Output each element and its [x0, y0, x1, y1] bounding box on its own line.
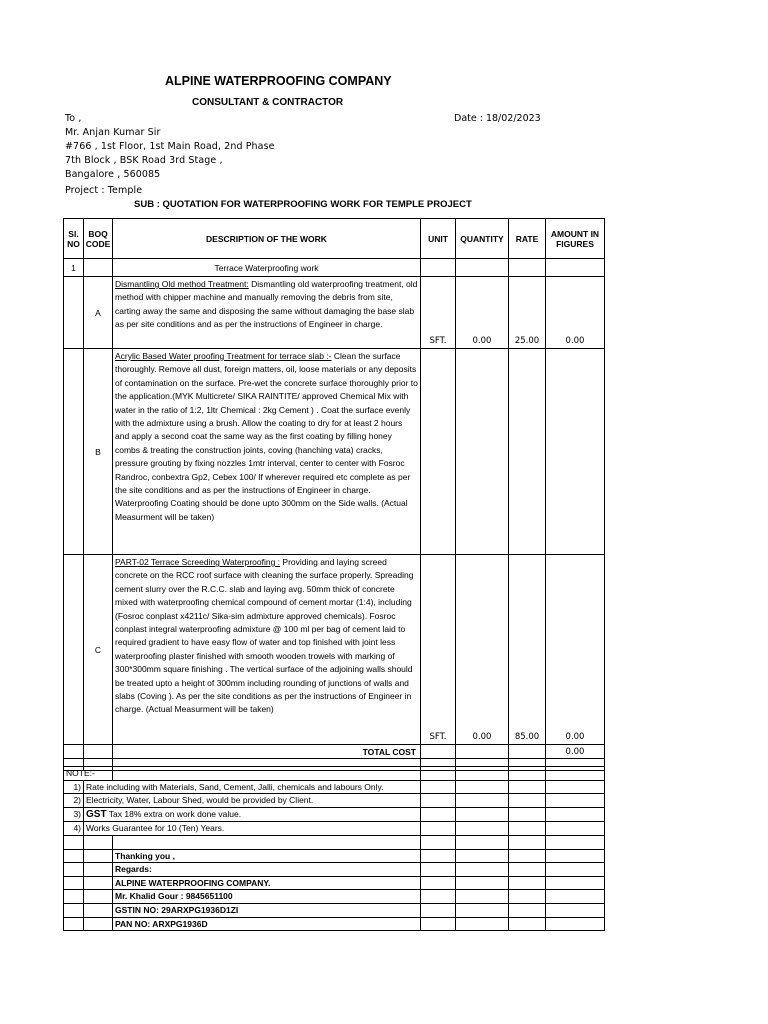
empty-cell: [509, 794, 546, 808]
empty-cell: [456, 780, 509, 794]
empty-cell: [421, 835, 456, 849]
empty-cell: [509, 903, 546, 917]
empty-cell: [546, 259, 605, 277]
notes-title: NOTE:-: [64, 767, 113, 781]
empty-cell: [421, 822, 456, 836]
empty-cell: [546, 822, 605, 836]
note-number: 1): [64, 780, 84, 794]
empty-cell: [84, 903, 113, 917]
item-heading: Acrylic Based Water proofing Treatment for terrace slab :-: [115, 351, 332, 361]
empty-cell: [546, 767, 605, 781]
section-sl-no: 1: [64, 259, 84, 277]
item-code: B: [84, 349, 113, 555]
empty-cell: [546, 349, 605, 555]
empty-cell: [509, 822, 546, 836]
empty-cell: [509, 767, 546, 781]
item-quantity: 0.00: [456, 277, 509, 349]
empty-cell: [456, 767, 509, 781]
empty-cell: [421, 349, 456, 555]
quotation-date: Date : 18/02/2023: [454, 113, 541, 124]
item-text: Providing and laying screed concrete on the RCC roof surface with cleaning the surface properly. Spreading cement slurry over the R.C.C. slab and laying avg. 50mm thick of concrete mixed with waterproofing chemical compound of cement mortar (1:4), including (Fosroc conplast x4211c/ Sika-sim admixture approved chemicals). Fosroc conplast integral waterproofing admixture @ 100 ml per bag of cement laid to required gradient to have easy flow of water and top finished with joint less waterproofing plaster finished with smooth wooden trowels with marking of 300*300mm square finishing . The vertical surface of the adjoining walls should be treated upto a height of 300mm including rounding of junctions of walls and slabs (Coving ). As per the site conditions as per the instructions of Engineer in charge. (Actual Measurment will be taken): [115, 557, 414, 715]
signoff-thanks: Thanking you ,: [113, 849, 421, 863]
empty-cell: [456, 917, 509, 931]
empty-cell: [64, 555, 84, 745]
empty-cell: [509, 876, 546, 890]
signoff-pan: PAN NO: ARXPG1936D: [113, 917, 421, 931]
empty-cell: [421, 876, 456, 890]
empty-cell: [456, 822, 509, 836]
signoff-contact: Mr. Khalid Gour : 9845651100: [113, 890, 421, 904]
empty-cell: [113, 767, 421, 781]
item-rate: 25.00: [509, 277, 546, 349]
empty-cell: [509, 349, 546, 555]
empty-cell: [421, 745, 456, 759]
item-unit: SFT.: [421, 555, 456, 745]
empty-cell: [509, 259, 546, 277]
empty-cell: [421, 794, 456, 808]
empty-cell: [546, 890, 605, 904]
note-text: Works Guarantee for 10 (Ten) Years.: [84, 822, 421, 836]
empty-cell: [64, 876, 84, 890]
empty-cell: [456, 745, 509, 759]
note-text: [84, 807, 421, 822]
total-cost-amount: 0.00: [546, 745, 605, 759]
header-amount: AMOUNT IN FIGURES: [546, 219, 605, 259]
empty-cell: [421, 259, 456, 277]
empty-cell: [546, 807, 605, 822]
empty-cell: [509, 917, 546, 931]
empty-cell: [64, 835, 84, 849]
gst-note-text: Tax 18% extra on work done value.: [106, 808, 242, 819]
empty-cell: [421, 863, 456, 877]
to-label: To ,: [65, 113, 82, 124]
item-code: C: [84, 555, 113, 745]
empty-cell: [84, 876, 113, 890]
empty-cell: [509, 863, 546, 877]
item-amount: 0.00: [546, 277, 605, 349]
empty-cell: [546, 849, 605, 863]
empty-cell: [64, 277, 84, 349]
empty-cell: [456, 349, 509, 555]
signoff-gstin: GSTIN NO: 29ARXPG1936D1ZI: [113, 903, 421, 917]
empty-cell: [64, 903, 84, 917]
item-heading: Dismantling Old method Treatment:: [115, 279, 249, 289]
note-number: 3): [64, 807, 84, 822]
company-name: ALPINE WATERPROOFING COMPANY: [165, 74, 392, 88]
empty-cell: [456, 849, 509, 863]
item-description: [113, 349, 421, 555]
header-description: DESCRIPTION OF THE WORK: [113, 219, 421, 259]
empty-cell: [421, 903, 456, 917]
empty-cell: [546, 876, 605, 890]
item-amount: 0.00: [546, 555, 605, 745]
signoff-company: ALPINE WATERPROOFING COMPANY.: [113, 876, 421, 890]
empty-cell: [546, 863, 605, 877]
empty-cell: [509, 745, 546, 759]
empty-cell: [456, 794, 509, 808]
project-label: Project : Temple: [65, 185, 143, 196]
section-title: Terrace Waterproofing work: [113, 259, 421, 277]
recipient-address-line2: 7th Block , BSK Road 3rd Stage ,: [65, 155, 223, 166]
note-number: 2): [64, 794, 84, 808]
empty-cell: [546, 903, 605, 917]
empty-cell: [546, 794, 605, 808]
note-text: Rate including with Materials, Sand, Cement, Jalli, chemicals and labours Only.: [84, 780, 421, 794]
empty-cell: [546, 917, 605, 931]
header-boq-code: BOQ CODE: [84, 219, 113, 259]
empty-cell: [64, 745, 84, 759]
empty-cell: [64, 917, 84, 931]
empty-cell: [456, 835, 509, 849]
empty-cell: [509, 835, 546, 849]
section-boq-empty: [84, 259, 113, 277]
empty-cell: [84, 849, 113, 863]
empty-cell: [421, 890, 456, 904]
empty-cell: [456, 890, 509, 904]
item-unit: SFT.: [421, 277, 456, 349]
empty-cell: [421, 780, 456, 794]
empty-cell: [64, 863, 84, 877]
item-rate: 85.00: [509, 555, 546, 745]
item-text: Clean the surface thoroughly. Remove all dust, foreign matters, oil, loose materials or any deposits of contamination on the surface. Pre-wet the concrete surface thoroughly prior to the application.(MYK Multicrete/ SIKA RAINTITE/ approved Chemical Mix with water in the ratio of 1:2, 1ltr Chemical : 2kg Cement ) . Coat the surface evenly with the admixture using a brush. Allow the coating to dry for at least 2 hours and apply a second coat the same way as the first coating by filling honey combs & treating the construction joints, coving (hanching vata) cracks, pressure grouting by fixing nozzles 1mtr interval, center to center with Fosroc Randroc, conbextra Gp2, Cebex 100/ If wherever required etc complete as per the site conditions and as per the instructions of Engineer in charge. Waterproofing Coating should be done upto 300mm on the Side walls. (Actual Measurment will be taken): [115, 351, 418, 522]
empty-cell: [456, 863, 509, 877]
signoff-regards: Regards:: [113, 863, 421, 877]
header-unit: UNIT: [421, 219, 456, 259]
empty-cell: [456, 876, 509, 890]
empty-cell: [509, 890, 546, 904]
empty-cell: [84, 835, 113, 849]
recipient-address-line3: Bangalore , 560085: [65, 169, 161, 180]
empty-cell: [421, 917, 456, 931]
empty-cell: [509, 780, 546, 794]
empty-cell: [64, 349, 84, 555]
empty-cell: [84, 917, 113, 931]
empty-cell: [84, 890, 113, 904]
header-quantity: QUANTITY: [456, 219, 509, 259]
header-rate: RATE: [509, 219, 546, 259]
company-tagline: CONSULTANT & CONTRACTOR: [192, 97, 344, 108]
item-description: [113, 277, 421, 349]
empty-cell: [509, 849, 546, 863]
empty-cell: [84, 745, 113, 759]
empty-cell: [546, 780, 605, 794]
notes-table: [63, 766, 605, 931]
gst-label: GST: [86, 808, 107, 820]
empty-cell: [456, 259, 509, 277]
empty-cell: [64, 849, 84, 863]
total-cost-label: TOTAL COST: [113, 745, 421, 759]
header-sl-no: Sl. NO: [64, 219, 84, 259]
empty-cell: [113, 835, 421, 849]
empty-cell: [456, 807, 509, 822]
empty-cell: [509, 807, 546, 822]
note-text: Electricity, Water, Labour Shed, would be provided by Client.: [84, 794, 421, 808]
item-description: [113, 555, 421, 745]
empty-cell: [456, 903, 509, 917]
empty-cell: [421, 767, 456, 781]
quotation-table: [63, 218, 605, 771]
item-text: Dismantling old waterproofing treatment, old method with chipper machine and manually removing the debris from site, carting away the same and disposing the same without damaging the base slab as per site conditions and as per the instructions of Engineer in charge.: [115, 279, 418, 330]
empty-cell: [84, 863, 113, 877]
subject-line: SUB : QUOTATION FOR WATERPROOFING WORK FOR TEMPLE PROJECT: [134, 199, 472, 210]
note-number: 4): [64, 822, 84, 836]
empty-cell: [546, 835, 605, 849]
empty-cell: [421, 849, 456, 863]
empty-cell: [64, 890, 84, 904]
recipient-address-line1: #766 , 1st Floor, 1st Main Road, 2nd Phase: [65, 141, 275, 152]
recipient-name: Mr. Anjan Kumar Sir: [65, 127, 161, 138]
item-quantity: 0.00: [456, 555, 509, 745]
empty-cell: [421, 807, 456, 822]
item-code: A: [84, 277, 113, 349]
item-heading: PART-02 Terrace Screeding Waterproofing :: [115, 557, 281, 567]
